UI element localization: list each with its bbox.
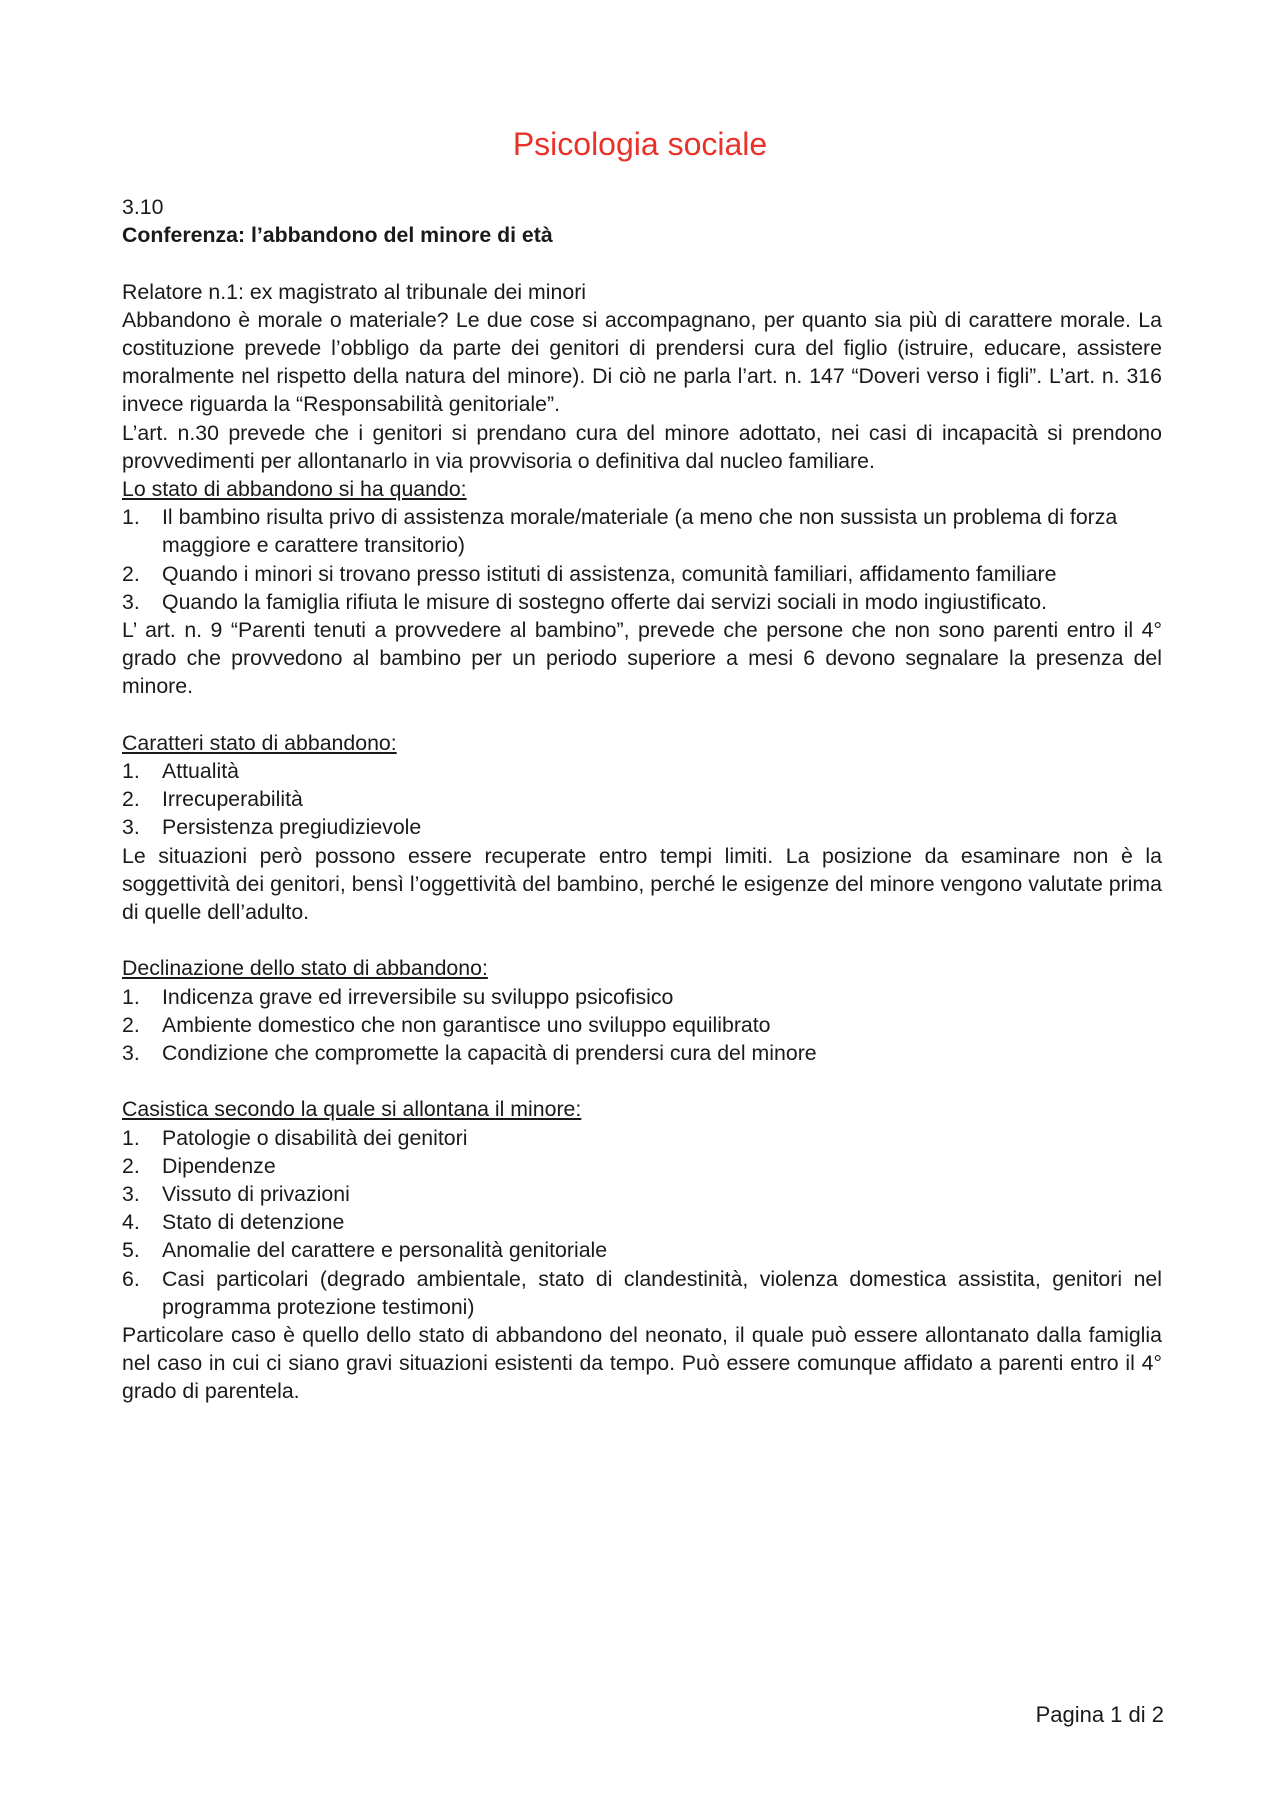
list-item-text: Anomalie del carattere e personalità genitoriale — [162, 1238, 608, 1263]
list-item-text: Casi particolari (degrado ambientale, stato di clandestinità, violenza domestica assistita, genitori nel programma protezione testimoni) — [162, 1266, 1162, 1319]
list-item — [122, 503, 1162, 559]
section-heading: Conferenza: l’abbandono del minore di età — [122, 223, 553, 248]
list-item — [122, 1236, 1162, 1264]
paragraph-intro: Abbandono è morale o materiale? Le due cose si accompagnano, per quanto sia più di carattere morale. La costituzione prevede l’obbligo da parte dei genitori di prendersi cura del figlio (istruire, educare, assistere moralmente nel rispetto della natura del minore). Di ciò ne parla l’art. n. 147 “Doveri verso i figli”. L’art. n. 316 invece riguarda la “Responsabilità genitoriale”. — [122, 307, 1162, 417]
abbandono-heading: Lo stato di abbandono si ha quando: — [122, 477, 467, 502]
casistica-heading: Casistica secondo la quale si allontana il minore: — [122, 1097, 582, 1122]
list-item-number: 3. — [122, 1041, 140, 1066]
list-item — [122, 1208, 1162, 1236]
list-item — [122, 1011, 1162, 1039]
list-item — [122, 588, 1162, 616]
list-item-text: Il bambino risulta privo di assistenza morale/materiale (a meno che non sussista un problema di forza maggiore e carattere transitorio) — [162, 505, 1118, 558]
list-item-text: Attualità — [162, 759, 239, 784]
paragraph-neonato: Particolare caso è quello dello stato di abbandono del neonato, il quale può essere allontanato dalla famiglia nel caso in cui ci siano gravi situazioni esistenti da tempo. Può essere comunque affidato a parenti entro il 4° grado di parentela. — [122, 1323, 1162, 1404]
list-item-text: Ambiente domestico che non garantisce uno sviluppo equilibrato — [162, 1012, 771, 1037]
page-number: Pagina 1 di 2 — [1035, 1702, 1164, 1727]
list-item — [122, 983, 1162, 1011]
list-item-number: 1. — [122, 1125, 140, 1150]
speaker-line: Relatore n.1: ex magistrato al tribunale dei minori — [122, 279, 587, 304]
list-item-text: Persistenza pregiudizievole — [162, 815, 422, 840]
list-item-number: 2. — [122, 1153, 140, 1178]
list-item-number: 2. — [122, 561, 140, 586]
list-item-text: Patologie o disabilità dei genitori — [162, 1125, 468, 1150]
list-item-number: 2. — [122, 787, 140, 812]
list-item — [122, 757, 1162, 785]
list-item-text: Quando i minori si trovano presso istituti di assistenza, comunità familiari, affidamento familiare — [162, 561, 1057, 586]
caratteri-list — [122, 757, 1162, 842]
list-item — [122, 785, 1162, 813]
abbandono-list — [122, 503, 1162, 616]
section-number: 3.10 — [122, 195, 164, 219]
list-item — [122, 560, 1162, 588]
list-item-text: Irrecuperabilità — [162, 787, 303, 812]
list-item-number: 3. — [122, 815, 140, 840]
declinazione-list — [122, 983, 1162, 1068]
caratteri-heading: Caratteri stato di abbandono: — [122, 730, 397, 755]
list-item-text: Stato di detenzione — [162, 1210, 345, 1235]
list-item-text: Condizione che compromette la capacità di prendersi cura del minore — [162, 1041, 817, 1066]
list-item-text: Quando la famiglia rifiuta le misure di sostegno offerte dai servizi sociali in modo ingiustificato. — [162, 589, 1048, 614]
spacer — [122, 1067, 1162, 1095]
list-item — [122, 1039, 1162, 1067]
list-item — [122, 1152, 1162, 1180]
paragraph-situazioni: Le situazioni però possono essere recuperate entro tempi limiti. La posizione da esaminare non è la soggettività dei genitori, bensì l’oggettività del bambino, perché le esigenze del minore vengono valutate prima di quelle dell’adulto. — [122, 843, 1162, 925]
spacer — [122, 249, 1162, 277]
list-item-number: 3. — [122, 589, 140, 614]
list-item-number: 1. — [122, 984, 140, 1009]
list-item-number: 6. — [122, 1266, 140, 1291]
paragraph-art30: L’art. n.30 prevede che i genitori si prendano cura del minore adottato, nei casi di incapacità si prendono provvedimenti per allontanarlo in via provvisoria o definitiva dal nucleo familiare. — [122, 420, 1162, 473]
list-item-text: Dipendenze — [162, 1153, 276, 1178]
list-item-number: 5. — [122, 1238, 140, 1263]
list-item — [122, 1180, 1162, 1208]
list-item-number: 2. — [122, 1012, 140, 1037]
list-item — [122, 813, 1162, 841]
spacer — [122, 926, 1162, 954]
page-title: Psicologia sociale — [512, 126, 768, 162]
document-body — [122, 193, 1162, 1406]
list-item — [122, 1124, 1162, 1152]
casistica-list — [122, 1124, 1162, 1321]
list-item-text: Vissuto di privazioni — [162, 1182, 350, 1207]
spacer — [122, 701, 1162, 729]
list-item-number: 4. — [122, 1210, 140, 1235]
list-item — [122, 1265, 1162, 1321]
list-item-number: 3. — [122, 1182, 140, 1207]
list-item-text: Indicenza grave ed irreversibile su sviluppo psicofisico — [162, 984, 674, 1009]
paragraph-art9: L’ art. n. 9 “Parenti tenuti a provvedere al bambino”, prevede che persone che non sono parenti entro il 4° grado che provvedono al bambino per un periodo superiore a mesi 6 devono segnalare la presenza del minore. — [122, 618, 1162, 699]
list-item-number: 1. — [122, 759, 140, 784]
declinazione-heading: Declinazione dello stato di abbandono: — [122, 956, 488, 981]
list-item-number: 1. — [122, 505, 140, 530]
